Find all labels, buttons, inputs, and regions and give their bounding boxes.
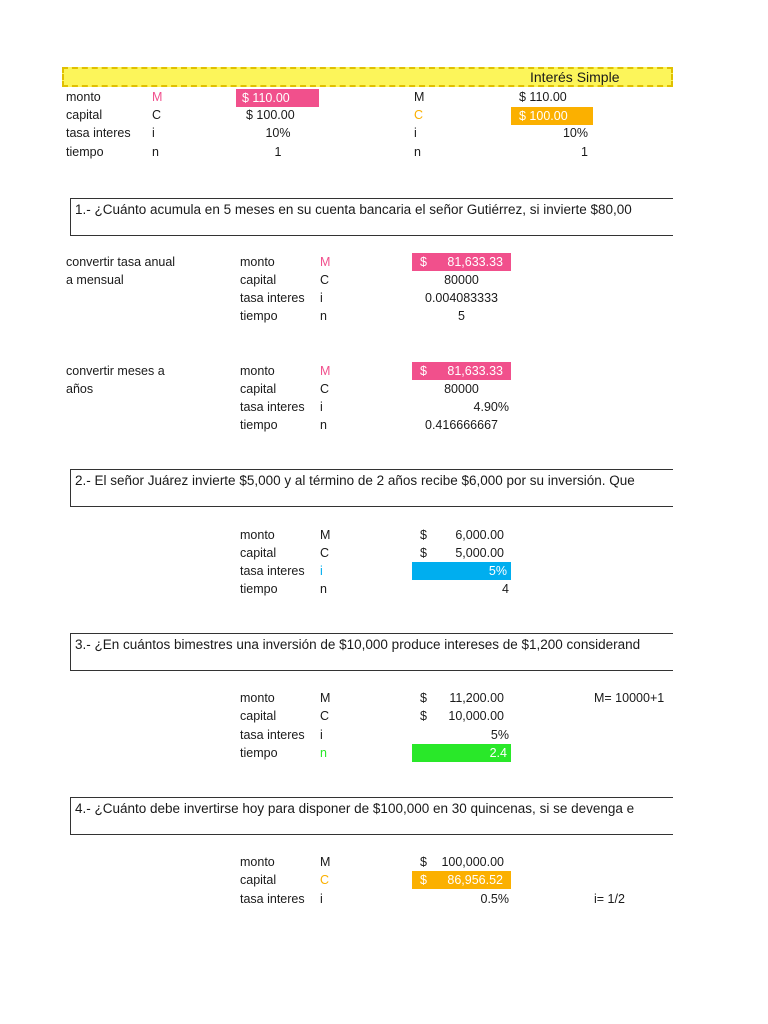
currency-symbol: $ — [420, 855, 427, 869]
monto-value: $ 110.00 — [242, 91, 290, 105]
question-3-box — [70, 633, 673, 671]
capital-value: 86,956.52 — [447, 873, 503, 887]
currency-symbol: $ — [420, 364, 427, 378]
symbol-n: n — [320, 746, 327, 760]
symbol-n: n — [320, 582, 327, 596]
label-monto: monto — [240, 691, 275, 705]
question-2-text: 2.- El señor Juárez invierte $5,000 y al término de 2 años recibe $6,000 por su inversión. Que — [75, 473, 635, 488]
tiempo-value: 0.416666667 — [425, 418, 498, 432]
symbol-c: C — [320, 273, 330, 287]
rate-note: i= 1/2 — [594, 892, 625, 906]
monto-highlight-cell — [412, 362, 511, 380]
capital-value: 10,000.00 — [448, 709, 504, 723]
symbol-i: i — [320, 400, 323, 414]
symbol-n: n — [414, 145, 421, 159]
symbol-i: i — [320, 892, 323, 906]
symbol-c: C — [320, 546, 330, 560]
symbol-i: i — [320, 728, 323, 742]
tasa-value: 5% — [488, 564, 507, 578]
question-4-text: 4.- ¿Cuánto debe invertirse hoy para disponer de $100,000 en 30 quincenas, si se devenga e — [75, 801, 635, 816]
currency-symbol: $ — [420, 691, 427, 705]
label-monto: monto — [240, 255, 275, 269]
label-capital: capital — [240, 382, 277, 396]
tiempo-highlight-cell — [412, 744, 511, 762]
label-monto: monto — [240, 855, 275, 869]
label-tasa-interes: tasa interes — [240, 564, 305, 578]
label-capital: capital — [240, 873, 277, 887]
label-tiempo: tiempo — [240, 309, 278, 323]
label-tasa-interes: tasa interes — [66, 126, 131, 140]
capital-value: $ 100.00 — [246, 108, 295, 122]
note-line: convertir meses a — [66, 364, 165, 378]
tasa-value: 10% — [562, 126, 588, 140]
tasa-value: 4.90% — [473, 400, 509, 414]
formula-note: M= 10000+1 — [594, 691, 665, 705]
symbol-c: C — [320, 382, 330, 396]
symbol-m: M — [320, 364, 331, 378]
note-line: años — [66, 382, 94, 396]
tasa-value: 0.5% — [480, 892, 509, 906]
symbol-c: C — [320, 873, 330, 887]
label-monto: monto — [240, 528, 275, 542]
symbol-m: M — [320, 528, 331, 542]
monto-value: $ 110.00 — [519, 90, 567, 104]
currency-symbol: $ — [420, 528, 427, 542]
tiempo-value: 2.4 — [489, 746, 507, 760]
label-tasa-interes: tasa interes — [240, 291, 305, 305]
monto-value: 81,633.33 — [447, 364, 503, 378]
tiempo-value: 4 — [502, 582, 509, 596]
question-1-text: 1.- ¿Cuánto acumula en 5 meses en su cuenta bancaria el señor Gutiérrez, si invierte $80,00 — [75, 202, 632, 217]
tiempo-value: 1 — [274, 145, 282, 159]
capital-value: 5,000.00 — [455, 546, 504, 560]
label-monto: monto — [66, 90, 101, 104]
symbol-n: n — [152, 145, 159, 159]
question-2-box — [70, 469, 673, 507]
label-tasa-interes: tasa interes — [240, 892, 305, 906]
question-1-box — [70, 198, 673, 236]
label-tasa-interes: tasa interes — [240, 728, 305, 742]
symbol-n: n — [320, 418, 327, 432]
symbol-m: M — [152, 90, 163, 104]
monto-value: 81,633.33 — [447, 255, 503, 269]
monto-highlight-cell — [412, 253, 511, 271]
symbol-n: n — [320, 309, 327, 323]
symbol-i: i — [320, 291, 323, 305]
tasa-highlight-cell — [412, 562, 511, 580]
page-title: Interés Simple — [530, 69, 620, 85]
note-line: convertir tasa anual — [66, 255, 176, 269]
note-line: a mensual — [66, 273, 124, 287]
symbol-c: C — [320, 709, 330, 723]
symbol-m: M — [320, 255, 331, 269]
symbol-c: C — [414, 108, 424, 122]
symbol-m: M — [414, 90, 425, 104]
tasa-value: 5% — [490, 728, 509, 742]
label-tasa-interes: tasa interes — [240, 400, 305, 414]
tasa-value: 10% — [265, 126, 291, 140]
label-capital: capital — [240, 546, 277, 560]
monto-value: 11,200.00 — [449, 691, 504, 705]
label-capital: capital — [240, 273, 277, 287]
monto-value: 6,000.00 — [455, 528, 504, 542]
monto-value: 100,000.00 — [441, 855, 504, 869]
currency-symbol: $ — [420, 255, 427, 269]
label-capital: capital — [240, 709, 277, 723]
label-tiempo: tiempo — [66, 145, 104, 159]
label-tiempo: tiempo — [240, 418, 278, 432]
label-capital: capital — [66, 108, 103, 122]
currency-symbol: $ — [420, 546, 427, 560]
symbol-i: i — [414, 126, 417, 140]
tasa-value: 0.004083333 — [425, 291, 498, 305]
capital-value: $ 100.00 — [519, 109, 568, 123]
label-tiempo: tiempo — [240, 746, 278, 760]
symbol-i: i — [320, 564, 323, 578]
label-tiempo: tiempo — [240, 582, 278, 596]
currency-symbol: $ — [420, 873, 427, 887]
symbol-c: C — [152, 108, 162, 122]
question-3-text: 3.- ¿En cuántos bimestres una inversión de $10,000 produce intereses de $1,200 considerand — [75, 637, 641, 652]
capital-value: 80000 — [444, 382, 479, 396]
capital-value: 80000 — [444, 273, 479, 287]
currency-symbol: $ — [420, 709, 427, 723]
question-4-box — [70, 797, 673, 835]
monto-highlight-cell — [236, 89, 319, 107]
symbol-i: i — [152, 126, 155, 140]
symbol-m: M — [320, 691, 331, 705]
capital-highlight-cell — [511, 107, 593, 125]
tiempo-value: 5 — [458, 309, 465, 323]
capital-highlight-cell — [412, 871, 511, 889]
tiempo-value: 1 — [581, 145, 588, 159]
label-monto: monto — [240, 364, 275, 378]
symbol-m: M — [320, 855, 331, 869]
